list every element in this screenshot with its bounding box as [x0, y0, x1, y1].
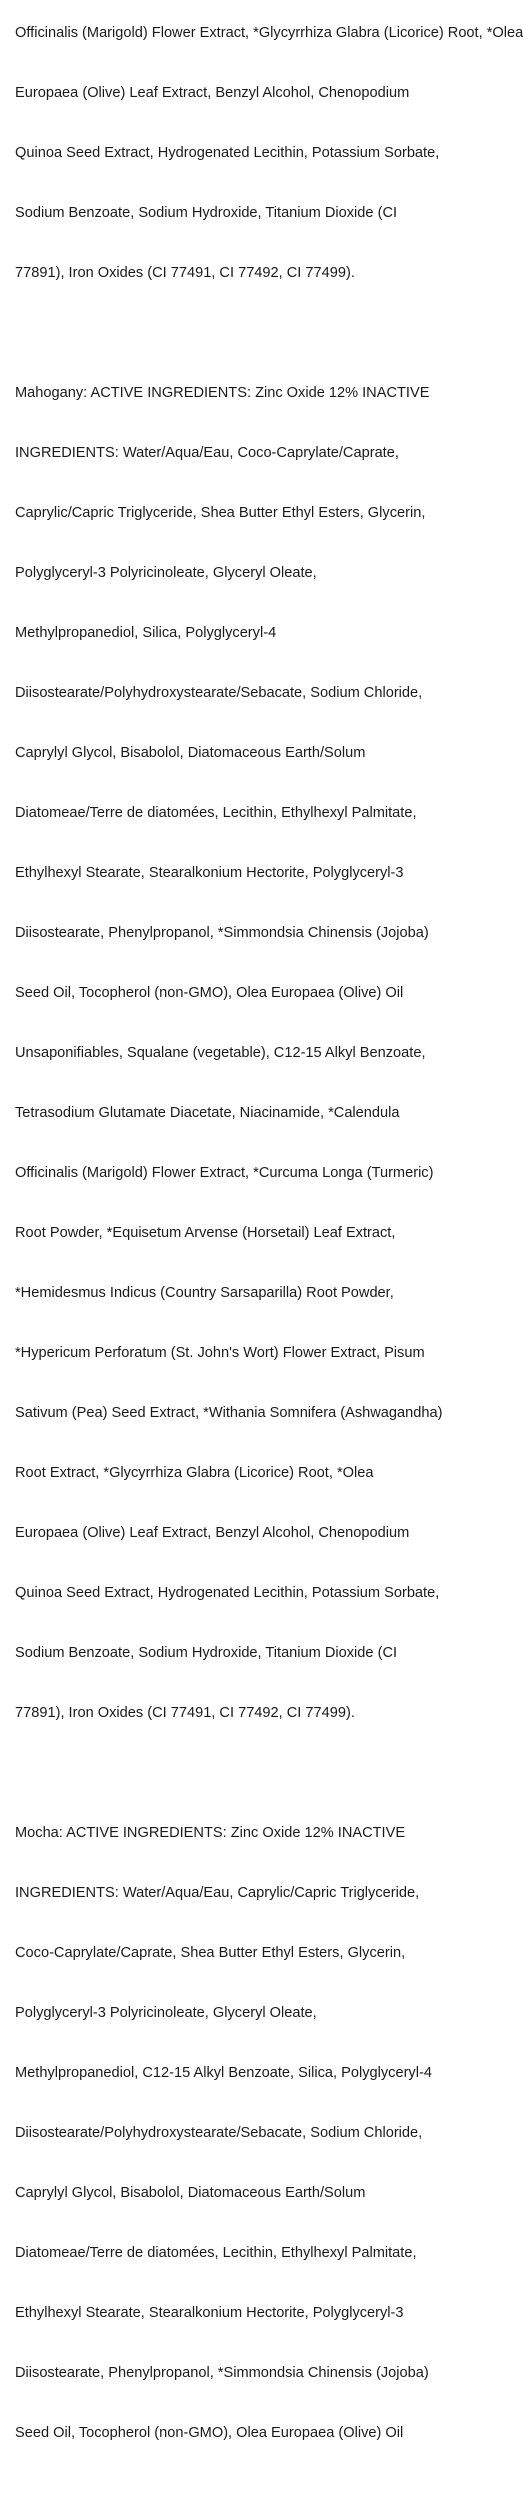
text-line: Sodium Benzoate, Sodium Hydroxide, Titanium Dioxide (CI — [15, 1645, 398, 1661]
text-line: Root Powder, *Equisetum Arvense (Horsetail) Leaf Extract, — [15, 1225, 396, 1241]
text-line: Officinalis (Marigold) Flower Extract, *Curcuma Longa (Turmeric) — [15, 1165, 434, 1181]
text-line: INGREDIENTS: Water/Aqua/Eau, Caprylic/Capric Triglyceride, — [15, 1885, 420, 1901]
text-line: Unsaponifiables, Squalane (vegetable), C12-15 Alkyl Benzoate, — [15, 1045, 426, 1061]
text-line: Methylpropanediol, Silica, Polyglyceryl-4 — [15, 625, 277, 641]
text-line: Quinoa Seed Extract, Hydrogenated Lecithin, Potassium Sorbate, — [15, 145, 440, 161]
text-line: Polyglyceryl-3 Polyricinoleate, Glyceryl Oleate, — [15, 565, 317, 581]
text-line: Sodium Benzoate, Sodium Hydroxide, Titanium Dioxide (CI — [15, 205, 398, 221]
text-line: Caprylyl Glycol, Bisabolol, Diatomaceous Earth/Solum — [15, 745, 366, 761]
text-line: Caprylic/Capric Triglyceride, Shea Butter Ethyl Esters, Glycerin, — [15, 505, 426, 521]
ingredients-paragraph-mahogany — [15, 343, 493, 1763]
text-line: Seed Oil, Tocopherol (non-GMO), Olea Europaea (Olive) Oil — [15, 985, 404, 1001]
text-line: Officinalis (Marigold) Flower Extract, *Glycyrrhiza Glabra (Licorice) Root, *Olea — [15, 25, 523, 41]
text-line: Caprylyl Glycol, Bisabolol, Diatomaceous Earth/Solum — [15, 2185, 366, 2201]
text-line: Quinoa Seed Extract, Hydrogenated Lecithin, Potassium Sorbate, — [15, 1585, 440, 1601]
text-line: Diisostearate/Polyhydroxystearate/Sebacate, Sodium Chloride, — [15, 2125, 423, 2141]
text-line: Europaea (Olive) Leaf Extract, Benzyl Alcohol, Chenopodium — [15, 85, 410, 101]
text-line: Seed Oil, Tocopherol (non-GMO), Olea Europaea (Olive) Oil — [15, 2425, 404, 2441]
text-line: Europaea (Olive) Leaf Extract, Benzyl Alcohol, Chenopodium — [15, 1525, 410, 1541]
text-line: INGREDIENTS: Water/Aqua/Eau, Coco-Caprylate/Caprate, — [15, 445, 399, 461]
text-line: Diisostearate, Phenylpropanol, *Simmondsia Chinensis (Jojoba) — [15, 2365, 429, 2381]
text-line: Sativum (Pea) Seed Extract, *Withania Somnifera (Ashwagandha) — [15, 1405, 443, 1421]
text-line: Diisostearate/Polyhydroxystearate/Sebacate, Sodium Chloride, — [15, 685, 423, 701]
text-line: Ethylhexyl Stearate, Stearalkonium Hectorite, Polyglyceryl-3 — [15, 2305, 404, 2321]
text-line: Root Extract, *Glycyrrhiza Glabra (Licorice) Root, *Olea — [15, 1465, 374, 1481]
text-line: 77891), Iron Oxides (CI 77491, CI 77492, CI 77499). — [15, 265, 355, 281]
text-line: 77891), Iron Oxides (CI 77491, CI 77492, CI 77499). — [15, 1705, 355, 1721]
text-line: Diisostearate, Phenylpropanol, *Simmondsia Chinensis (Jojoba) — [15, 925, 429, 941]
text-line: Mocha: ACTIVE INGREDIENTS: Zinc Oxide 12% INACTIVE — [15, 1825, 406, 1841]
ingredients-text — [15, 0, 523, 2503]
text-line: Tetrasodium Glutamate Diacetate, Niacinamide, *Calendula — [15, 1105, 400, 1121]
text-line: Ethylhexyl Stearate, Stearalkonium Hectorite, Polyglyceryl-3 — [15, 865, 404, 881]
text-line: Methylpropanediol, C12-15 Alkyl Benzoate, Silica, Polyglyceryl-4 — [15, 2065, 432, 2081]
text-line: *Hypericum Perforatum (St. John's Wort) Flower Extract, Pisum — [15, 1345, 425, 1361]
text-line: Diatomeae/Terre de diatomées, Lecithin, Ethylhexyl Palmitate, — [15, 2245, 417, 2261]
text-line: Diatomeae/Terre de diatomées, Lecithin, Ethylhexyl Palmitate, — [15, 805, 417, 821]
text-line: Mahogany: ACTIVE INGREDIENTS: Zinc Oxide 12% INACTIVE — [15, 385, 430, 401]
ingredients-paragraph-end-previous — [15, 0, 523, 323]
text-line: *Hemidesmus Indicus (Country Sarsaparilla) Root Powder, — [15, 1285, 394, 1301]
text-line: Polyglyceryl-3 Polyricinoleate, Glyceryl Oleate, — [15, 2005, 317, 2021]
ingredients-paragraph-mocha — [15, 1783, 493, 2483]
text-line: Coco-Caprylate/Caprate, Shea Butter Ethyl Esters, Glycerin, — [15, 1945, 406, 1961]
